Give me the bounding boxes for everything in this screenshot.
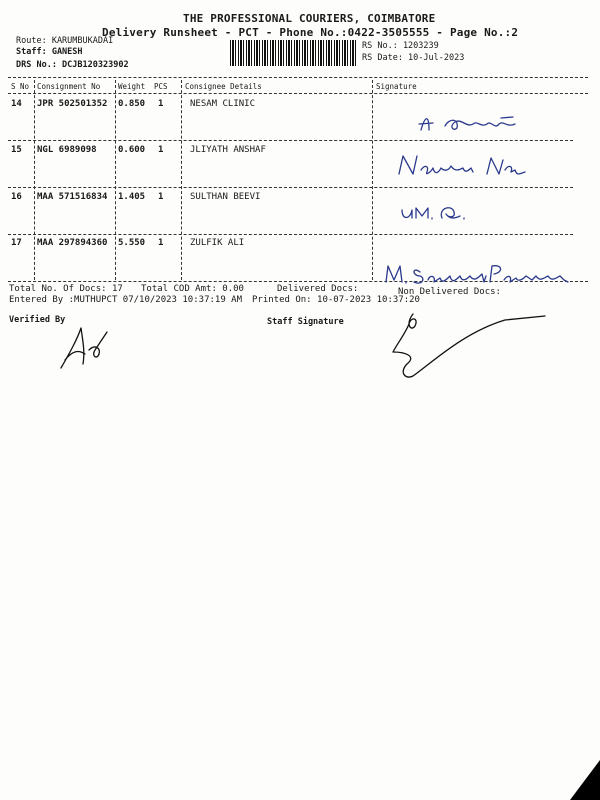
staff-label: Staff: GANESH	[16, 47, 83, 57]
col-header-sno: S No	[11, 82, 30, 91]
row-consignee: ZULFIK ALI	[190, 238, 245, 248]
rs-number: RS No.: 1203239	[362, 41, 439, 51]
non-delivered-docs: Non Delivered Docs:	[398, 287, 501, 297]
row-sno: 15	[11, 145, 22, 155]
row-weight: 1.405	[118, 192, 146, 202]
row-divider	[8, 140, 573, 141]
runsheet-subtitle: Delivery Runsheet - PCT - Phone No.:0422-3505555 - Page No.:2	[102, 26, 519, 39]
barcode	[230, 40, 358, 66]
column-divider	[372, 80, 373, 280]
signature-row-17	[382, 262, 572, 288]
col-header-pcs: PCS	[154, 82, 168, 91]
signature-row-16	[398, 200, 473, 224]
rs-date: RS Date: 10-Jul-2023	[362, 53, 465, 63]
col-header-consignment: Consignment No	[37, 82, 101, 91]
staff-signature-label: Staff Signature	[267, 317, 344, 327]
row-weight: 0.600	[118, 145, 146, 155]
table-header-rule	[8, 93, 588, 94]
row-pcs: 1	[158, 238, 164, 248]
row-consignment: JPR 502501352	[37, 99, 108, 109]
row-consignee: JLIYATH ANSHAF	[190, 145, 266, 155]
verified-by-label: Verified By	[9, 315, 66, 325]
row-consignment: MAA 571516834	[37, 192, 108, 202]
verified-by-signature	[55, 320, 115, 370]
signature-row-15	[395, 150, 535, 182]
delivered-docs: Delivered Docs:	[277, 284, 359, 294]
column-divider	[115, 80, 116, 280]
row-consignee: NESAM CLINIC	[190, 99, 256, 109]
scan-corner	[570, 760, 600, 800]
total-docs: Total No. Of Docs: 17	[9, 284, 123, 294]
row-divider	[8, 187, 573, 188]
column-divider	[181, 80, 182, 280]
route-label: Route: KARUMBUKADAI	[16, 36, 114, 46]
row-consignee: SULTHAN BEEVI	[190, 192, 261, 202]
printed-on: Printed On: 10-07-2023 10:37:20	[252, 295, 420, 305]
table-top-rule	[8, 77, 588, 78]
row-pcs: 1	[158, 192, 164, 202]
entered-by: Entered By :MUTHUPCT 07/10/2023 10:37:19 AM	[9, 295, 242, 305]
row-weight: 5.550	[118, 238, 146, 248]
staff-signature-drawing	[385, 310, 555, 385]
row-divider	[8, 234, 573, 235]
col-header-consignee: Consignee Details	[185, 82, 262, 91]
row-pcs: 1	[158, 99, 164, 109]
total-cod: Total COD Amt: 0.00	[141, 284, 244, 294]
drs-number: DRS No.: DCJB120323902	[16, 60, 129, 70]
row-consignment: NGL 6989098	[37, 145, 97, 155]
row-sno: 16	[11, 192, 22, 202]
row-pcs: 1	[158, 145, 164, 155]
row-weight: 0.850	[118, 99, 146, 109]
col-header-signature: Signature	[376, 82, 417, 91]
company-name: THE PROFESSIONAL COURIERS, COIMBATORE	[183, 12, 436, 25]
row-sno: 17	[11, 238, 22, 248]
row-sno: 14	[11, 99, 22, 109]
column-divider	[34, 80, 35, 280]
col-header-weight: Weight	[118, 82, 146, 91]
signature-row-14	[415, 108, 525, 138]
row-consignment: MAA 297894360	[37, 238, 108, 248]
